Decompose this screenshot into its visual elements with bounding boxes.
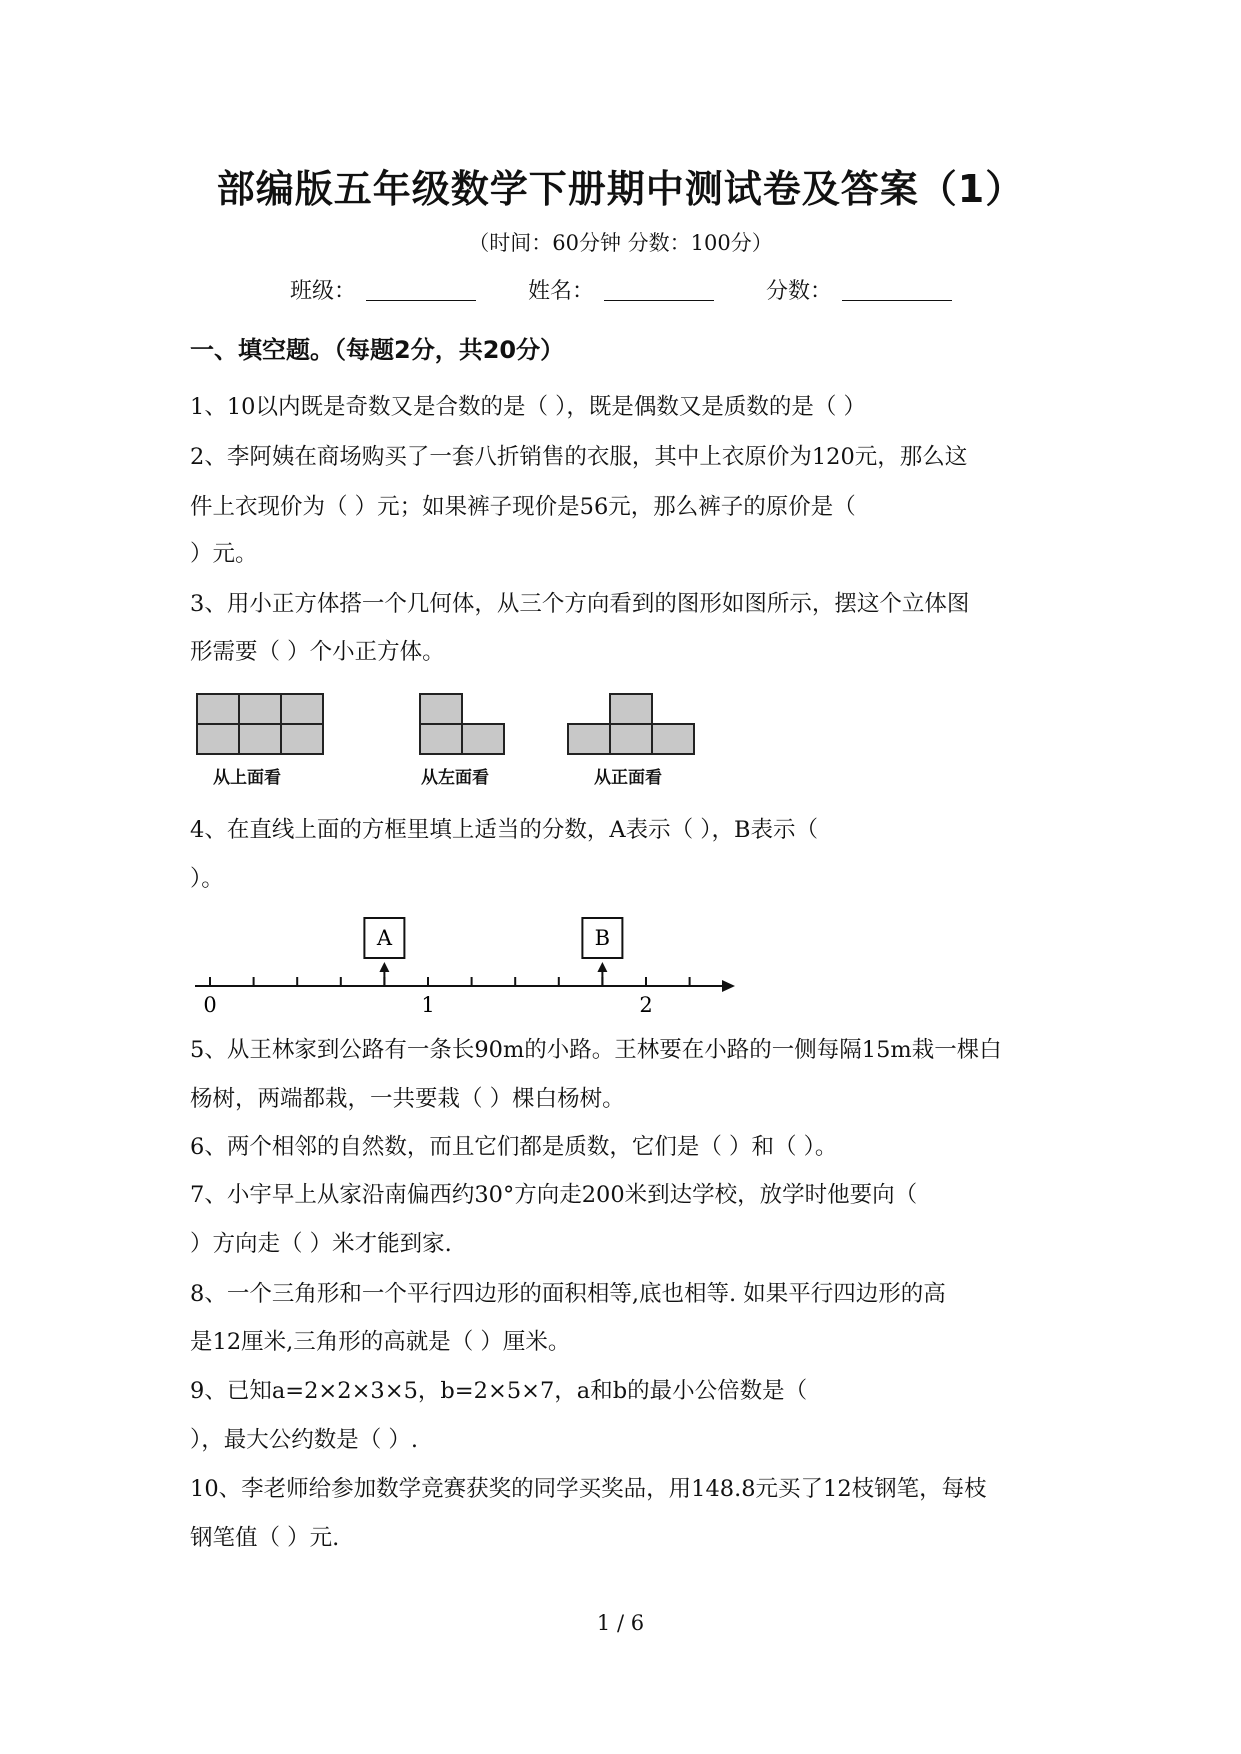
number-line xyxy=(190,910,750,1015)
tick-label: 2 xyxy=(639,993,653,1015)
question-line: ）方向走（ ）米才能到家. xyxy=(190,1231,452,1257)
number-line-pointer-head xyxy=(597,962,607,972)
question-line: 杨树，两端都栽，一共要栽（ ）棵白杨树。 xyxy=(190,1086,625,1112)
view-square xyxy=(610,694,652,724)
left-view-caption: 从左面看 xyxy=(421,768,489,788)
question-line: 形需要（ ）个小正方体。 xyxy=(190,639,445,665)
question-line: 1、10以内既是奇数又是合数的是（ ），既是偶数又是质数的是（ ） xyxy=(190,394,867,420)
tick-label: 0 xyxy=(203,993,217,1015)
question-line: 10、李老师给参加数学竞赛获奖的同学买奖品，用148.8元买了12枝钢笔，每枝 xyxy=(190,1476,987,1502)
box-label-a: A xyxy=(376,926,392,950)
view-square xyxy=(420,724,462,754)
score-label: 分数： xyxy=(766,279,833,304)
question-line: 是12厘米,三角形的高就是（ ）厘米。 xyxy=(190,1329,571,1355)
exam-info: （时间：60分钟 分数：100分） xyxy=(468,231,773,255)
front-view-caption: 从正面看 xyxy=(594,768,662,788)
question-line: 6、两个相邻的自然数，而且它们都是质数，它们是（ ）和（ ）。 xyxy=(190,1134,838,1160)
page-number: 1 / 6 xyxy=(596,1611,645,1635)
box-label-b: B xyxy=(594,926,611,950)
view-square xyxy=(239,694,281,724)
number-line-arrowhead xyxy=(722,980,735,992)
view-square xyxy=(652,724,694,754)
question-line: 5、从王林家到公路有一条长90m的小路。王林要在小路的一侧每隔15m栽一棵白 xyxy=(190,1037,1002,1063)
question-line: 8、一个三角形和一个平行四边形的面积相等,底也相等. 如果平行四边形的高 xyxy=(190,1281,946,1307)
top-view xyxy=(197,694,323,754)
view-square xyxy=(281,724,323,754)
question-line: 钢笔值（ ）元. xyxy=(190,1525,340,1551)
view-square xyxy=(420,694,462,724)
view-square xyxy=(239,724,281,754)
question-line: 9、已知a=2×2×3×5，b=2×5×7，a和b的最小公倍数是（ xyxy=(190,1378,808,1404)
question-line: ）。 xyxy=(190,866,224,892)
left-view xyxy=(420,694,504,754)
view-square xyxy=(197,694,239,724)
class-blank[interactable] xyxy=(366,300,476,301)
top-view-caption: 从上面看 xyxy=(213,768,281,788)
view-square xyxy=(281,694,323,724)
question-line: 4、在直线上面的方框里填上适当的分数，A表示（ ），B表示（ xyxy=(190,817,819,843)
question-line: ），最大公约数是（ ）. xyxy=(190,1427,419,1453)
page-title: 部编版五年级数学下册期中测试卷及答案（1） xyxy=(216,167,1025,211)
view-square xyxy=(462,724,504,754)
number-line-pointer-head xyxy=(379,962,389,972)
view-square xyxy=(568,724,610,754)
view-square xyxy=(197,724,239,754)
name-blank[interactable] xyxy=(604,300,714,301)
question-line: 3、用小正方体搭一个几何体，从三个方向看到的图形如图所示，摆这个立体图 xyxy=(190,591,970,617)
question-line: ）元。 xyxy=(190,541,258,567)
question-line: 7、小宇早上从家沿南偏西约30°方向走200米到达学校，放学时他要向（ xyxy=(190,1182,918,1208)
view-square xyxy=(610,724,652,754)
name-label: 姓名： xyxy=(528,279,595,304)
question-line: 件上衣现价为（ ）元；如果裤子现价是56元，那么裤子的原价是（ xyxy=(190,494,856,520)
number-line-boxes xyxy=(364,918,622,986)
question-line: 2、李阿姨在商场购买了一套八折销售的衣服，其中上衣原价为120元，那么这 xyxy=(190,444,968,470)
tick-label: 1 xyxy=(421,993,435,1015)
section-heading: 一、填空题。（每题2分，共20分） xyxy=(190,336,565,364)
number-line-ticks xyxy=(210,977,690,986)
class-label: 班级： xyxy=(290,279,357,304)
front-view xyxy=(568,694,694,754)
score-blank[interactable] xyxy=(842,300,952,301)
